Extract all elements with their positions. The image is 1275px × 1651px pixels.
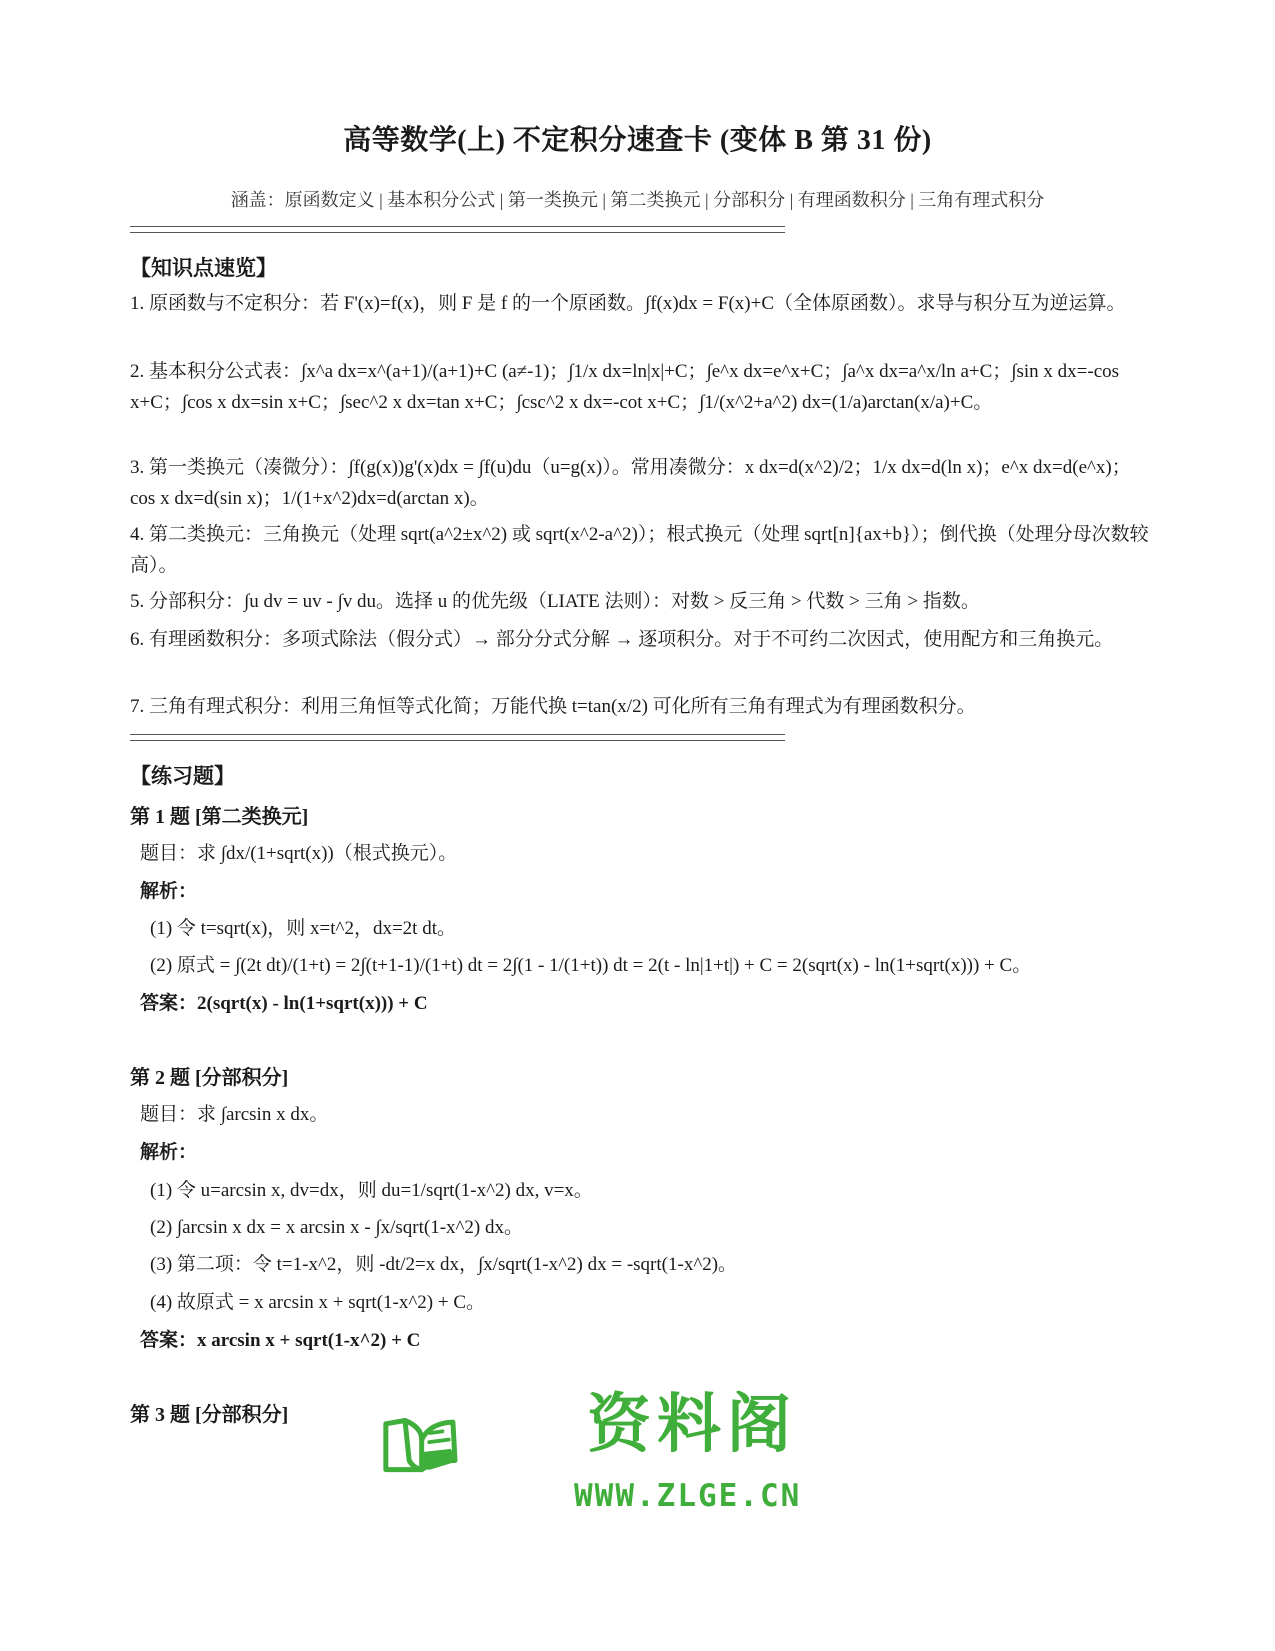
question-title: 第 2 题 [分部积分] [130, 1067, 289, 1089]
question-title: 第 1 题 [第二类换元] [130, 806, 309, 828]
knowledge-item: 6. 有理函数积分：多项式除法（假分式）→ 部分分式分解 → 逐项积分。对于不可约二次因式，使用配方和三角换元。 [130, 629, 1114, 650]
solution-step: (1) 令 u=arcsin x, dv=dx，则 du=1/sqrt(1-x^2) dx, v=x。 [150, 1180, 593, 1201]
knowledge-item: 3. 第一类换元（凑微分）：∫f(g(x))g'(x)dx = ∫f(u)du（u=g(x)）。常用凑微分：x dx=d(x^2)/2；1/x dx=d(ln x)；e^x dx=d(e^x)；cos x dx=d(sin x)；1/(1+x^2)dx=d(arctan x)。 [130, 457, 1131, 509]
page-subtitle: 涵盖：原函数定义 | 基本积分公式 | 第一类换元 | 第二类换元 | 分部积分 | 有理函数积分 | 三角有理式积分 [230, 190, 1045, 210]
knowledge-heading: 【知识点速览】 [130, 256, 277, 280]
knowledge-item: 1. 原函数与不定积分：若 F'(x)=f(x)，则 F 是 f 的一个原函数。∫f(x)dx = F(x)+C（全体原函数）。求导与积分互为逆运算。 [130, 293, 1126, 314]
divider [130, 226, 785, 233]
knowledge-item: 4. 第二类换元：三角换元（处理 sqrt(a^2±x^2) 或 sqrt(x^2-a^2)）；根式换元（处理 sqrt[n]{ax+b}）；倒代换（处理分母次数较高）。 [130, 524, 1149, 576]
watermark-name: 资料阁 [587, 1388, 797, 1462]
solution-step: (4) 故原式 = x arcsin x + sqrt(1-x^2) + C。 [150, 1292, 485, 1313]
knowledge-item: 2. 基本积分公式表：∫x^a dx=x^(a+1)/(a+1)+C (a≠-1)；∫1/x dx=ln|x|+C；∫e^x dx=e^x+C；∫a^x dx=a^x/ln a+C；∫sin x dx=-cos x+C；∫cos x dx=sin x+C；∫sec^2 x dx=tan x+C；∫csc^2 x dx=-cot x+C；∫1/(x^2+a^2) dx=(1/a)arctan(x/a)+C。 [130, 361, 1120, 413]
practice-heading: 【练习题】 [130, 764, 235, 788]
knowledge-item: 5. 分部积分：∫u dv = uv - ∫v du。选择 u 的优先级（LIATE 法则）：对数 > 反三角 > 代数 > 三角 > 指数。 [130, 591, 980, 612]
book-logo-icon [380, 1378, 580, 1518]
analysis-label: 解析： [140, 1142, 198, 1163]
analysis-label: 解析： [140, 881, 198, 902]
solution-step: (2) ∫arcsin x dx = x arcsin x - ∫x/sqrt(1-x^2) dx。 [150, 1217, 524, 1238]
question-title: 第 3 题 [分部积分] [130, 1404, 289, 1426]
question-text: 题目：求 ∫arcsin x dx。 [140, 1104, 329, 1125]
page-title: 高等数学(上) 不定积分速查卡 (变体 B 第 31 份) [343, 125, 932, 156]
watermark-url: WWW.ZLGE.CN [574, 1478, 802, 1514]
answer: 答案：x arcsin x + sqrt(1-x^2) + C [140, 1330, 421, 1351]
question-text: 题目：求 ∫dx/(1+sqrt(x))（根式换元）。 [140, 843, 458, 864]
solution-step: (3) 第二项：令 t=1-x^2，则 -dt/2=x dx，∫x/sqrt(1-x^2) dx = -sqrt(1-x^2)。 [150, 1254, 738, 1275]
knowledge-item: 7. 三角有理式积分：利用三角恒等式化简；万能代换 t=tan(x/2) 可化所有三角有理式为有理函数积分。 [130, 696, 976, 717]
solution-step: (2) 原式 = ∫(2t dt)/(1+t) = 2∫(t+1-1)/(1+t) dt = 2∫(1 - 1/(1+t)) dt = 2(t - ln|1+t|) + C = 2(sqrt(x) - ln(1+sqrt(x))) + C。 [150, 955, 1032, 976]
divider [130, 734, 785, 741]
solution-step: (1) 令 t=sqrt(x)，则 x=t^2，dx=2t dt。 [150, 918, 456, 939]
answer: 答案：2(sqrt(x) - ln(1+sqrt(x))) + C [140, 993, 428, 1014]
